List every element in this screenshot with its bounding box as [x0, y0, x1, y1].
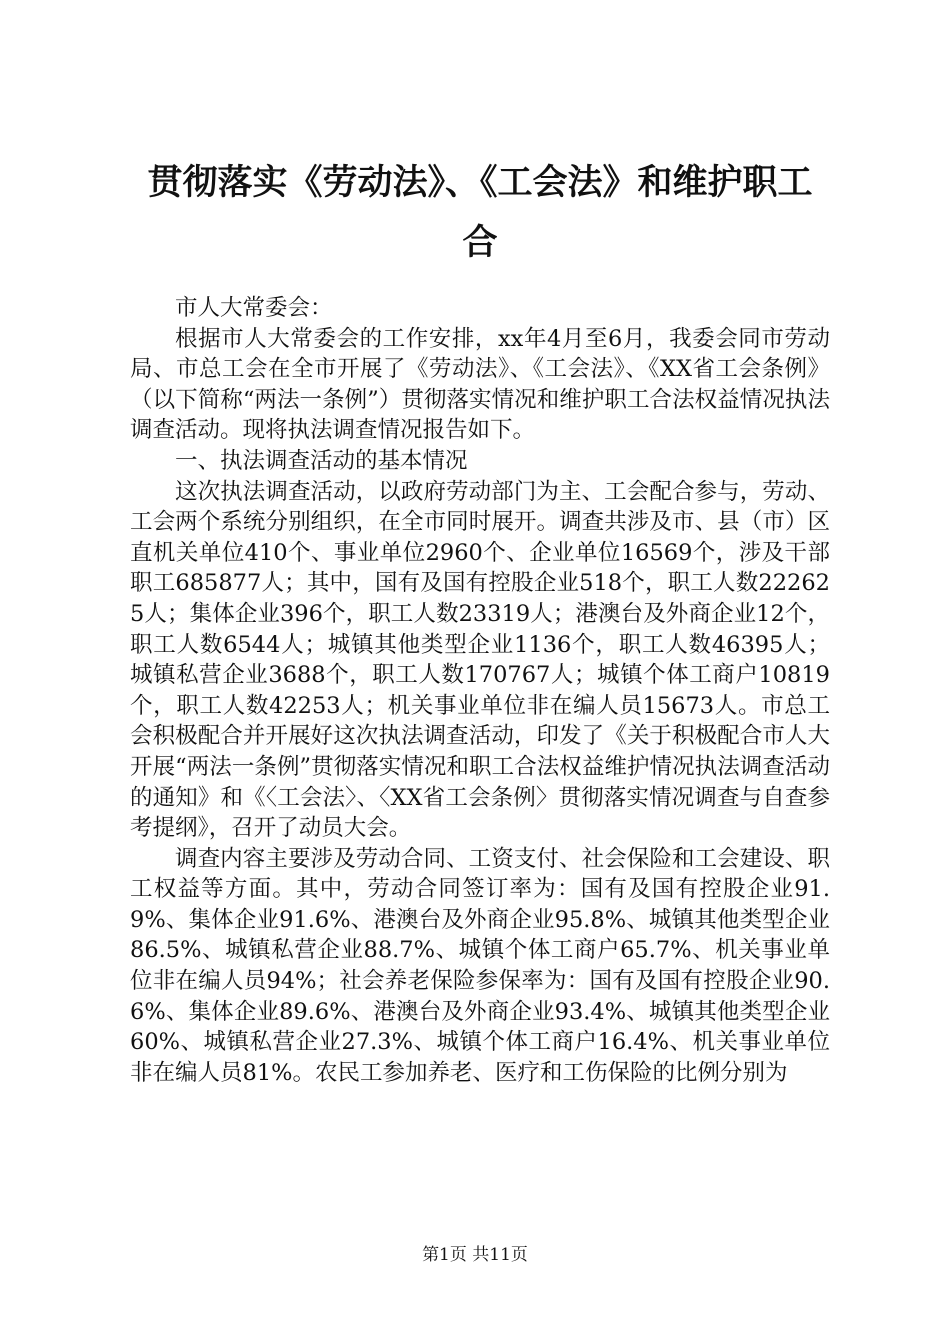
- body-paragraph: 根据市人大常委会的工作安排，xx年4月至6月，我委会同市劳动局、市总工会在全市开展了《劳动法》、《工会法》、《XX省工会条例》（以下简称“两法一条例”）贯彻落实情况和维护职工合法权益情况执法调查活动。现将执法调查情况报告如下。: [130, 325, 830, 444]
- document-title-continued: 合: [462, 223, 498, 263]
- section-heading: 一、执法调查活动的基本情况: [175, 447, 468, 474]
- body-paragraph: 调查内容主要涉及劳动合同、工资支付、社会保险和工会建设、职工权益等方面。其中，劳动合同签订率为：国有及国有控股企业91.9%、集体企业91.6%、港澳台及外商企业95.8%、城镇其他类型企业86.5%、城镇私营企业88.7%、城镇个体工商户65.7%、机关事业单位非在编人员94%；社会养老保险参保率为：国有及国有控股企业90.6%、集体企业89.6%、港澳台及外商企业93.4%、城镇其他类型企业60%、城镇私营企业27.3%、城镇个体工商户16.4%、机关事业单位非在编人员81%。农民工参加养老、医疗和工伤保险的比例分别为: [130, 845, 830, 1086]
- document-body: [130, 293, 830, 1088]
- salutation: 市人大常委会：: [175, 295, 333, 321]
- page-footer: 第1页 共11页: [422, 1245, 528, 1265]
- body-paragraph: 这次执法调查活动，以政府劳动部门为主、工会配合参与，劳动、工会两个系统分别组织，在全市同时展开。调查共涉及市、县（市）区直机关单位410个、事业单位2960个、企业单位16569个，涉及干部职工685877人；其中，国有及国有控股企业518个，职工人数222625人；集体企业396个，职工人数23319人；港澳台及外商企业12个，职工人数6544人；城镇其他类型企业1136个，职工人数46395人；城镇私营企业3688个，职工人数170767人；城镇个体工商户10819个，职工人数42253人；机关事业单位非在编人员15673人。市总工会积极配合并开展好这次执法调查活动，印发了《关于积极配合市人大开展“两法一条例”贯彻落实情况和职工合法权益维护情况执法调查活动的通知》和《〈工会法〉、〈XX省工会条例〉贯彻落实情况调查与自查参考提纲》，召开了动员大会。: [130, 478, 830, 842]
- document-title: 贯彻落实《劳动法》、《工会法》和维护职工: [147, 163, 813, 203]
